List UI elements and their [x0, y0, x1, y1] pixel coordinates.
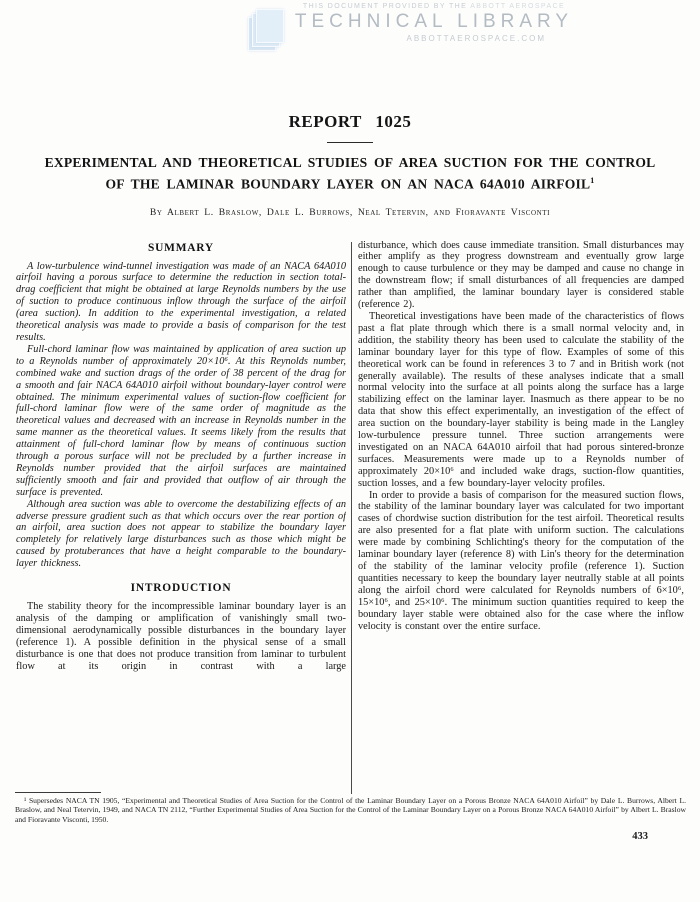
body-paragraph: Theoretical investigations have been made of the characteristics of flows past a flat plate through which there is a small normal velocity and, in addition, the stability theory has been used to calculate the stability of the laminar boundary layer for this type of flow. Examples of some of this theoretical work can be found in references 3 to 7 and in British work (not generally available). The results of these analyses indicate that a small normal velocity into the surface at all points along the surface has a large stabilizing effect on the laminar layer. Inasmuch as there appear to be no data that show this effect experimentally, an investigation of the effect of area suction on the boundary-layer stability is being made in the Langley low-turbulence pressure tunnel. Three suction arrangements were investigated on an NACA 64A010 airfoil that had porous sintered-bronze surfaces. Measurements were made up to a Reynolds number of approximately 20×10⁶ and included wake drags, suction-flow quantities, suction losses, and a few boundary-layer velocity profiles. — [358, 310, 684, 489]
watermark — [248, 3, 588, 43]
document-page-shape — [256, 9, 284, 43]
left-column — [16, 240, 346, 796]
paper-title-line1: EXPERIMENTAL AND THEORETICAL STUDIES OF AREA SUCTION FOR THE CONTROL — [44, 155, 656, 170]
right-column — [358, 240, 684, 796]
summary-heading: SUMMARY — [148, 241, 214, 254]
report-number: REPORT 1025 — [288, 112, 412, 131]
body-paragraph: disturbance, which does cause immediate transition. Small disturbances may either amplify as they progress downstream and eventually grow large enough to cause turbulence or they may be damped and cause no change in the downstream flow; if small disturbances of all frequencies are damped rather than amplified, the laminar boundary layer is considered stable (reference 2). — [358, 239, 684, 311]
watermark-provider-prefix: THIS DOCUMENT PROVIDED BY THE — [302, 3, 468, 10]
byline: By Albert L. Braslow, Dale L. Burrows, Neal Tetervin, and Fioravante Visconti — [149, 206, 551, 218]
body-paragraph: In order to provide a basis of comparison for the measured suction flows, the stability of the laminar boundary layer was calculated for two important cases of chordwise suction distribution for the test airfoil. Theoretical results are also presented for a flat plate with uniform suction. The calculations were made by combining Schlichting's theory for the computation of the laminar boundary layer (reference 8) with Lin's theory for the determination of the stability of the laminar velocity profile (reference 1). Suction quantities necessary to keep the boundary layer neutrally stable at all points along the airfoil chord were calculated for Reynolds numbers of 6×10⁶, 15×10⁶, and 25×10⁶. The minimum suction quantities required to keep the boundary layer stable were obtained also for the case where the inflow velocity is constant over the entire surface. — [358, 489, 684, 632]
watermark-text — [288, 3, 580, 43]
footnote-rule — [15, 792, 101, 793]
watermark-provider-line — [288, 3, 580, 10]
page-number: 433 — [632, 831, 648, 842]
two-column-body — [0, 240, 700, 796]
column-divider-rule — [351, 242, 352, 794]
summary-paragraph: Full-chord laminar flow was maintained by application of area suction up to a Reynolds number of approximately 20×10⁶. At this Reynolds number, combined wake and suction drags of the order of 38 percent of the drag for a smooth and fair NACA 64A010 airfoil without boundary-layer control were obtained. The minimum experimental values of suction-flow coefficient for full-chord laminar flow were of the same order of magnitude as the theoretical values and decreased with an increase in Reynolds number in the same manner as the theoretical values. It seems likely from the results that attainment of full-chord laminar flow by means of continuous suction through a porous surface will not be precluded by a further increase in Reynolds number provided that the airfoil surfaces are maintained sufficiently smooth and fair and provided that outflow of air through the surface is prevented. — [16, 343, 346, 498]
watermark-brand: ABBOTT AEROSPACE — [470, 3, 566, 10]
document-stack-icon — [248, 7, 288, 55]
paper-title — [30, 154, 670, 194]
title-divider-rule — [327, 142, 373, 143]
title-footnote-mark: 1 — [590, 176, 595, 185]
watermark-library-title: TECHNICAL LIBRARY — [294, 11, 574, 32]
footnote-text: ¹ Supersedes NACA TN 1905, “Experimental and Theoretical Studies of Area Suction for the Control of the Laminar Boundary Layer on a Porous Bronze NACA 64A010 Airfoil” by Dale L. Burrows, Albert L. Braslow, and Neal Tetervin, 1949, and NACA TN 2112, “Further Experimental Studies of Area Suction for the Control of the Laminar Boundary Layer on a Porous Bronze NACA 64A010 Airfoil” by Albert L. Braslow and Fioravante Visconti, 1950. — [15, 796, 686, 824]
summary-paragraph: A low-turbulence wind-tunnel investigation was made of an NACA 64A010 airfoil having a porous surface to determine the reduction in section total-drag coefficient that might be obtained at large Reynolds numbers by the use of suction to produce continuous inflow through the surface of the airfoil (area suction). In addition to the experimental investigation, a related theoretical analysis was made to provide a basis of comparison for the test results. — [16, 260, 346, 343]
summary-paragraph: Although area suction was able to overcome the destabilizing effects of an adverse pressure gradient such as that which occurs over the rear portion of an airfoil, area suction does not appear to stabilize the boundary layer completely for relatively large disturbances such as those which might be caused by protuberances that have a height comparable to the boundary-layer thickness. — [16, 498, 346, 570]
introduction-paragraph: The stability theory for the incompressible laminar boundary layer is an analysis of the damping or amplification of vanishingly small two-dimensional aerodynamically possible disturbances in the boundary layer (reference 1). A possible definition in the physical sense of a small disturbance is one that does not produce transition from laminar to turbulent flow at its origin in contrast with a large — [16, 601, 346, 672]
footnote — [15, 792, 686, 824]
introduction-heading: INTRODUCTION — [130, 582, 232, 595]
watermark-url: ABBOTTAEROSPACE.COM — [406, 34, 546, 43]
paper-title-line2: OF THE LAMINAR BOUNDARY LAYER ON AN NACA 64A010 AIRFOIL — [105, 176, 591, 192]
